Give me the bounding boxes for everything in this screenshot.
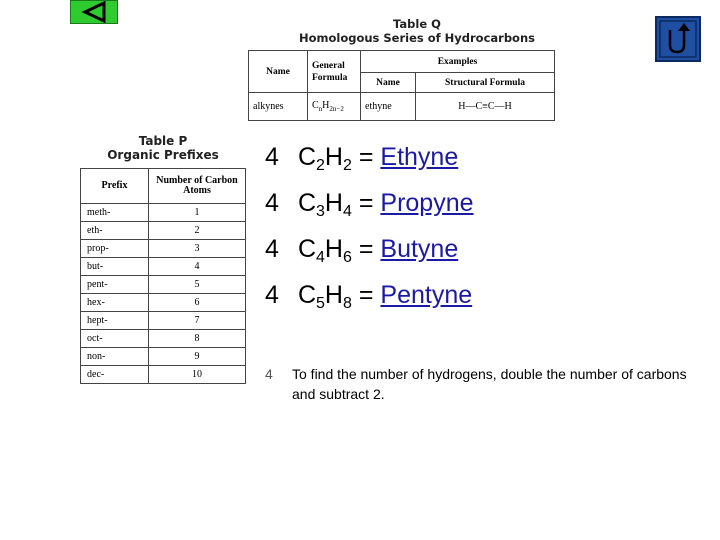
bullet-marker: 4 [265,143,279,171]
carbon-count-cell: 5 [149,276,246,294]
hint-note [265,364,695,404]
table-q-header-name: Name [249,51,308,93]
table-row [81,312,246,330]
bullet-marker: 4 [265,189,279,217]
formula-bullet-pentyne: 4 $C_5H_8$ = Pentyne [265,281,473,312]
bullet-marker: 4 [265,366,273,382]
bullet-marker: 4 [265,235,279,263]
home-button[interactable] [655,16,701,62]
table-p-title [80,134,246,162]
table-row [81,204,246,222]
table-q-header-examples: Examples [361,51,555,73]
table-q-title-line2: Homologous Series of Hydrocarbons [298,31,535,45]
hint-text: To find the number of hydrogens, double the number of carbons and subtract 2. [292,366,687,402]
table-row [81,222,246,240]
prefix-cell: dec- [81,366,149,384]
ethyne-link[interactable]: Ethyne [380,143,459,171]
table-q [248,50,555,121]
table-row [81,240,246,258]
bullet-marker: 4 [265,281,279,309]
table-q-header-example-name: Name [361,73,416,93]
table-q-row-structural-formula: H—C≡C—H [416,93,555,121]
pentyne-link[interactable]: Pentyne [380,281,473,309]
table-q-row-example-name: ethyne [361,93,416,121]
table-q-header-structural-formula: Structural Formula [416,73,555,93]
butyne-link[interactable]: Butyne [380,235,459,263]
table-p-title-line1: Table P [138,134,188,148]
table-row [81,258,246,276]
prefix-cell: meth- [81,204,149,222]
carbon-count-cell: 9 [149,348,246,366]
table-p-header-prefix: Prefix [81,169,149,204]
table-row [81,276,246,294]
carbon-count-cell: 1 [149,204,246,222]
u-turn-arrow-icon [657,18,699,60]
prefix-cell: hex- [81,294,149,312]
carbon-count-cell: 7 [149,312,246,330]
table-row [81,366,246,384]
prefix-cell: pent- [81,276,149,294]
prefix-cell: non- [81,348,149,366]
table-row [81,330,246,348]
prefix-cell: prop- [81,240,149,258]
carbon-count-cell: 3 [149,240,246,258]
table-q-header-general-formula: General Formula [308,51,361,93]
table-q-title [248,17,586,45]
carbon-count-cell: 6 [149,294,246,312]
carbon-count-cell: 4 [149,258,246,276]
prefix-cell: but- [81,258,149,276]
formula-bullet-propyne: 4 $C_3H_4$ = Propyne [265,189,474,220]
table-p-header-carbon-atoms: Number of Carbon Atoms [149,169,246,204]
table-q-row-general-formula: $C_nH_{2n-2}$ [308,93,361,121]
table-p [80,168,246,384]
table-row [81,348,246,366]
propyne-link[interactable]: Propyne [380,189,474,217]
carbon-count-cell: 8 [149,330,246,348]
table-q-row-name: alkynes [249,93,308,121]
table-row [81,294,246,312]
carbon-count-cell: 10 [149,366,246,384]
prefix-cell: eth- [81,222,149,240]
table-q-title-line1: Table Q [393,17,441,31]
back-button[interactable] [70,0,118,24]
prefix-cell: hept- [81,312,149,330]
triangle-left-icon [71,1,117,23]
table-p-title-line2: Organic Prefixes [107,148,219,162]
prefix-cell: oct- [81,330,149,348]
formula-bullet-ethyne: 4 $C_2H_2$ = Ethyne [265,143,459,174]
formula-bullet-butyne: 4 $C_4H_6$ = Butyne [265,235,459,266]
carbon-count-cell: 2 [149,222,246,240]
